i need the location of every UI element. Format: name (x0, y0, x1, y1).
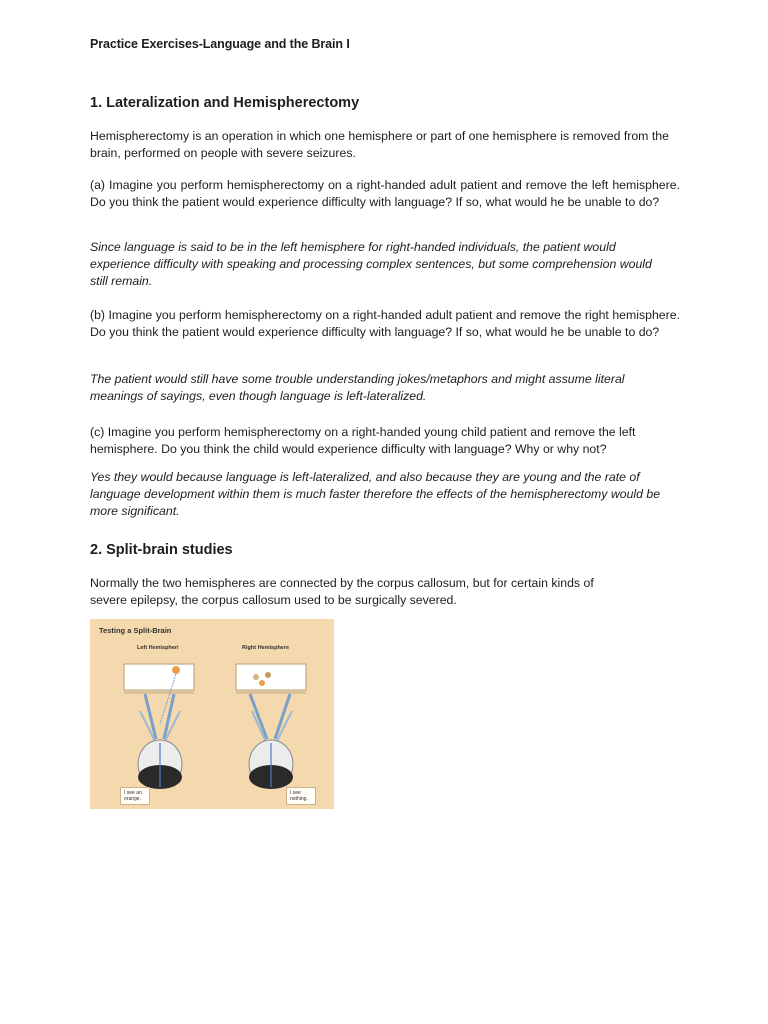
left-speech-caption: I see an orange. (120, 787, 150, 805)
section-1-heading: 1. Lateralization and Hemispherectomy (90, 95, 360, 111)
question-a: (a) Imagine you perform hemispherectomy on a right-handed adult patient and remove the left hemisphere. Do you think the patient would experience difficulty with language? If so, what would he be unable to do? (90, 178, 680, 210)
split-brain-figure (90, 619, 334, 809)
answer-b: The patient would still have some trouble understanding jokes/metaphors and might assume literal meanings of sayings, even though language is left-lateralized. (90, 372, 625, 404)
answer-c: Yes they would because language is left-lateralized, and also because they are young and the rate of language development within them is much faster therefore the effects of the hemispherectomy would be more significant. (90, 470, 661, 519)
split-brain-illustration (90, 619, 334, 809)
left-test-setup (124, 664, 194, 789)
document-title: Practice Exercises-Language and the Brain I (90, 37, 350, 51)
left-hemisphere-label: Left Hemispheri (137, 645, 179, 651)
section-2-heading: 2. Split-brain studies (90, 542, 233, 558)
figure-title: Testing a Split-Brain (99, 626, 172, 635)
answer-a: Since language is said to be in the left hemisphere for right-handed individuals, the patient would experience difficulty with speaking and processing complex sentences, but some comprehension would still remain. (90, 240, 652, 289)
right-test-setup (236, 664, 306, 789)
section-1-intro: Hemispherectomy is an operation in which one hemisphere or part of one hemisphere is removed from the brain, performed on people with severe seizures. (90, 129, 669, 161)
right-speech-caption: I see nothing. (286, 787, 316, 805)
section-2-intro: Normally the two hemispheres are connected by the corpus callosum, but for certain kinds of severe epilepsy, the corpus callosum used to be surgically severed. (90, 576, 594, 608)
question-c: (c) Imagine you perform hemispherectomy on a right-handed young child patient and remove the left hemisphere. Do you think the child would experience difficulty with language? Why or why not? (90, 425, 636, 457)
question-b: (b) Imagine you perform hemispherectomy on a right-handed adult patient and remove the right hemisphere. Do you think the patient would experience difficulty with language? If so, what would he be unable to do? (90, 308, 680, 340)
right-hemisphere-label: Right Hemisphere (242, 645, 290, 651)
